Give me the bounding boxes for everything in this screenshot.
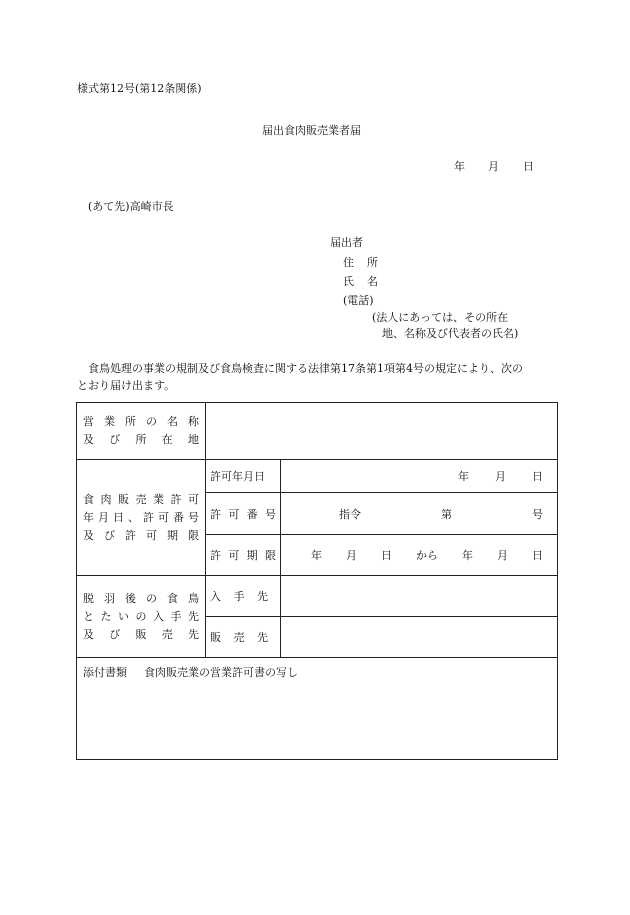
sales-label: 販 売 先	[206, 617, 281, 658]
business-name-location-field[interactable]	[206, 403, 558, 460]
permit-number-label: 許 可 番 号	[206, 493, 281, 535]
form-number: 様式第12号(第12条関係)	[77, 82, 202, 95]
attachments-cell	[77, 658, 558, 760]
attachments-label: 添付書類	[83, 666, 127, 679]
applicant-header: 届出者	[330, 236, 363, 249]
source-field[interactable]	[281, 576, 558, 617]
addressee: (あて先)高崎市長	[88, 200, 174, 213]
date-month-label: 月	[488, 160, 499, 173]
permit-number-field[interactable]: 指令 第 号	[281, 493, 558, 535]
permit-date-label: 許可年月日	[206, 460, 281, 493]
attachments-text: 食肉販売業の営業許可書の写し	[144, 666, 298, 679]
permit-date-field[interactable]: 年 月 日	[281, 460, 558, 493]
document-title: 届出食肉販売業者届	[262, 124, 361, 137]
address-label-1: 住	[343, 256, 354, 269]
address-label-2: 所	[367, 256, 378, 269]
sales-field[interactable]	[281, 617, 558, 658]
body-text-line-2: とおり届け出ます。	[77, 379, 176, 392]
corp-note-line-2: 地、名称及び代表者の氏名)	[382, 327, 519, 340]
body-text-line-1: 食鳥処理の事業の規制及び食鳥検査に関する法律第17条第1項第4号の規定により、次の	[88, 362, 523, 375]
permit-period-field[interactable]: 年 月 日 から 年 月 日	[281, 535, 558, 576]
corp-note-line-1: (法人にあっては、その所在	[372, 311, 509, 324]
business-name-location-label: 営 業 所 の 名 称 及 び 所 在 地	[77, 403, 206, 460]
permit-info-label: 食 肉 販 売 業 許 可 年 月 日 、 許 可 番 号 及 び 許 可 期 限	[77, 460, 206, 576]
notification-table	[76, 402, 558, 760]
name-label-1: 氏	[343, 275, 354, 288]
date-year-label: 年	[454, 160, 465, 173]
poultry-source-sales-label: 脱 羽 後 の 食 鳥 と た い の 入 手 先 及 び 販 売 先	[77, 576, 206, 658]
name-label-2: 名	[367, 275, 378, 288]
permit-period-label: 許 可 期 限	[206, 535, 281, 576]
date-day-label: 日	[523, 160, 534, 173]
source-label: 入 手 先	[206, 576, 281, 617]
phone-label: (電話)	[343, 294, 374, 307]
